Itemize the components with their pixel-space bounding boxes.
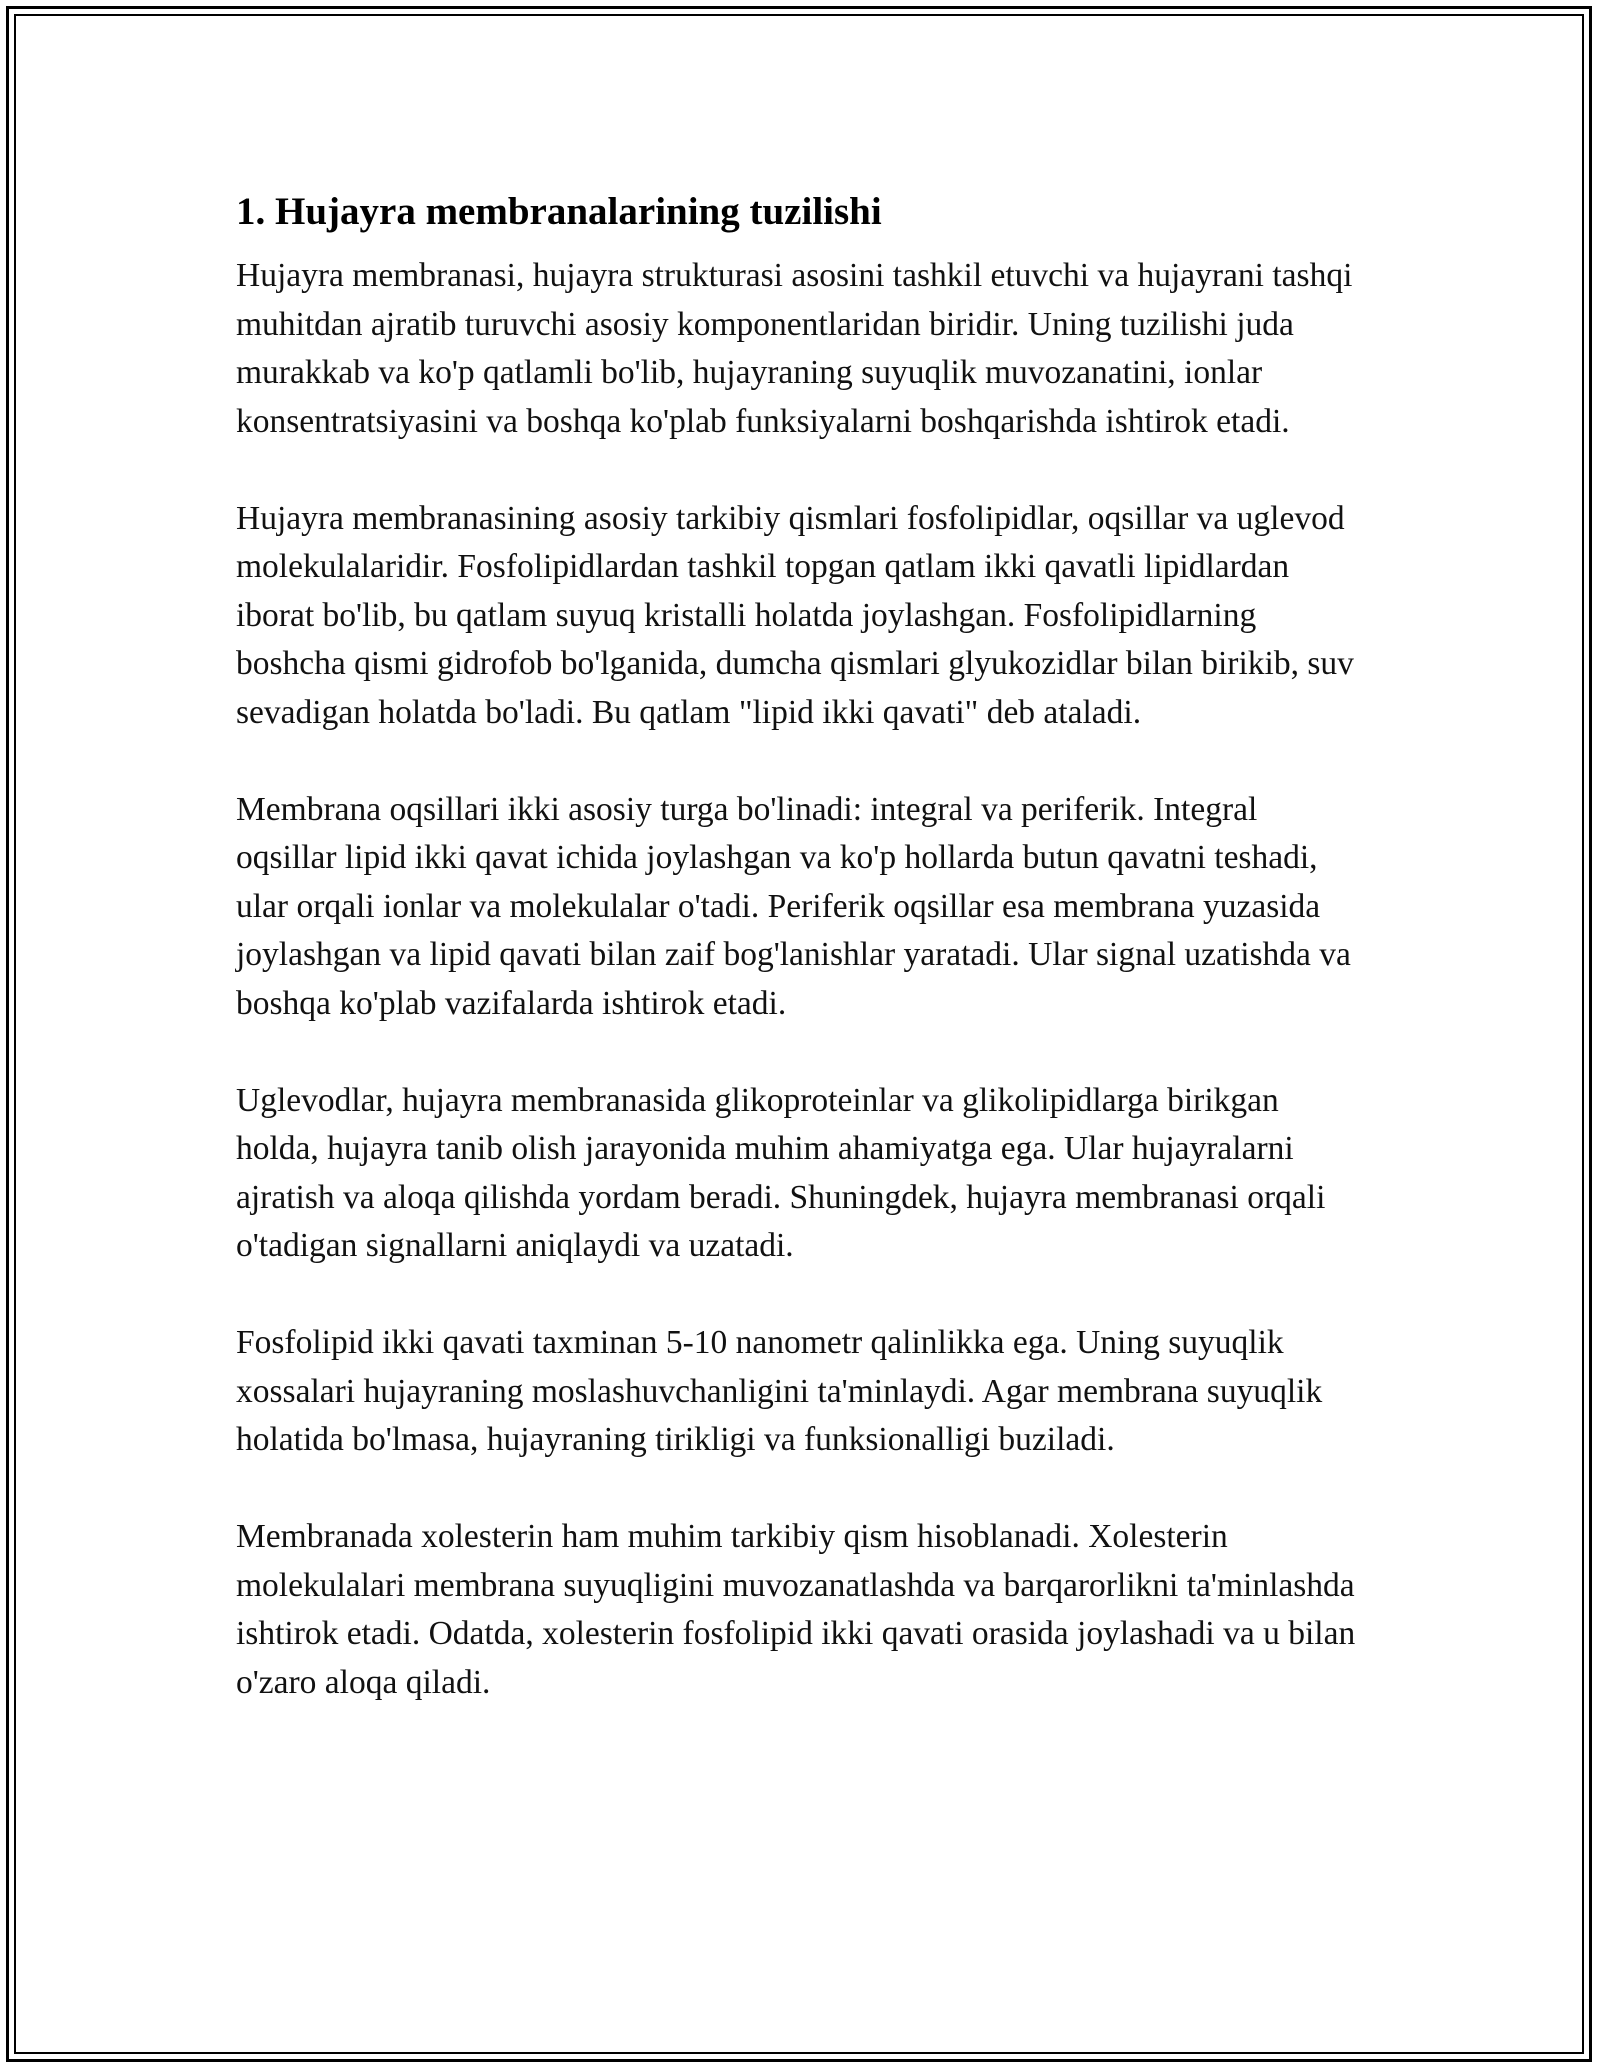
paragraph-cholesterol: Membranada xolesterin ham muhim tarkibiy qism hisoblanadi. Xolesterin molekulalari membrana suyuqligini muvozanatlashda va barqarorlikni ta'minlashda ishtirok etadi. Odatda, xolesterin fosfolipid ikki qavati orasida joylashadi va u bilan o'zaro aloqa qiladi. — [236, 1518, 1356, 1701]
section-title: 1. Hujayra membranalarining tuzilishi — [236, 190, 882, 233]
paragraph-components: Hujayra membranasining asosiy tarkibiy qismlari fosfolipidlar, oqsillar va uglevod molekulalaridir. Fosfolipidlardan tashkil topgan qatlam ikki qavatli lipidlardan iborat bo'lib, bu qatlam suyuq kristalli holatda joylashgan. Fosfolipidlarning boshcha qismi gidrofob bo'lganida, dumcha qismlari glyukozidlar bilan birikib, suv sevadigan holatda bo'ladi. Bu qatlam "lipid ikki qavati" deb ataladi. — [236, 499, 1354, 731]
paragraph-carbohydrates: Uglevodlar, hujayra membranasida glikoproteinlar va glikolipidlarga birikgan holda, hujayra tanib olish jarayonida muhim ahamiyatga ega. Ular hujayralarni ajratish va aloqa qilishda yordam beradi. Shuningdek, hujayra membranasi orqali o'tadigan signallarni aniqlaydi va uzatadi. — [236, 1081, 1326, 1264]
paragraph-proteins: Membrana oqsillari ikki asosiy turga bo'linadi: integral va periferik. Integral oqsillar lipid ikki qavat ichida joylashgan va ko'p hollarda butun qavatni teshadi, ular orqali ionlar va molekulalar o'tadi. Periferik oqsillar esa membrana yuzasida joylashgan va lipid qavati bilan zaif bog'lanishlar yaratadi. Ular signal uzatishda va boshqa ko'plab vazifalarda ishtirok etadi. — [236, 790, 1351, 1022]
paragraph-bilayer-thickness: Fosfolipid ikki qavati taxminan 5-10 nanometr qalinlikka ega. Uning suyuqlik xossalari hujayraning moslashuvchanligini ta'minlaydi. Agar membrana suyuqlik holatida bo'lmasa, hujayraning tirikligi va funksionalligi buziladi. — [236, 1324, 1323, 1458]
document-body — [236, 186, 1366, 1756]
paragraph-membrane-intro: Hujayra membranasi, hujayra strukturasi asosini tashkil etuvchi va hujayrani tashqi muhitdan ajratib turuvchi asosiy komponentlaridan biridir. Uning tuzilishi juda murakkab va ko'p qatlamli bo'lib, hujayraning suyuqlik muvozanatini, ionlar konsentratsiyasini va boshqa ko'plab funksiyalarni boshqarishda ishtirok etadi. — [236, 257, 1353, 440]
